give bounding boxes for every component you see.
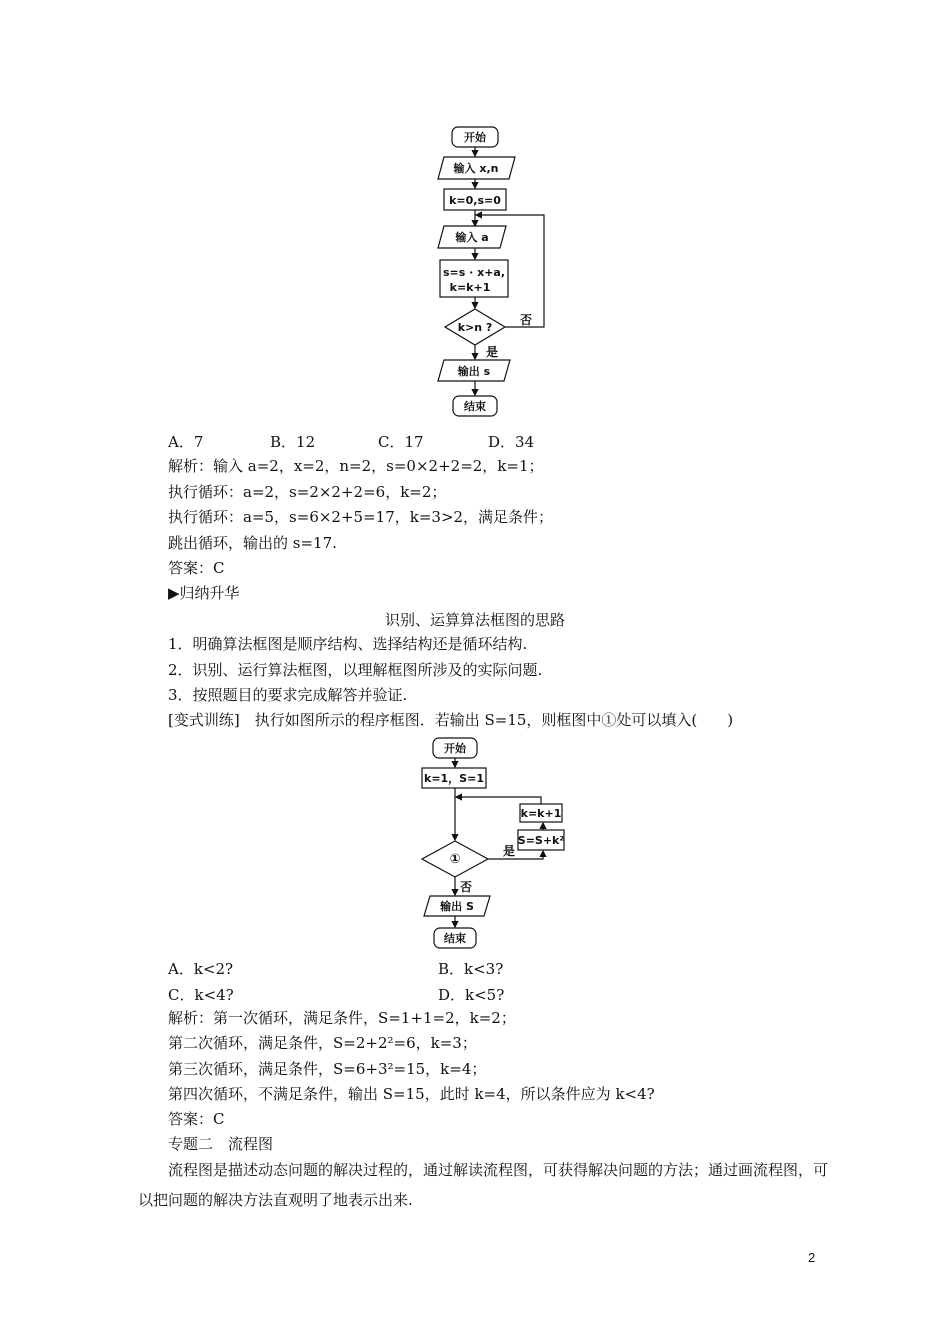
fc1-yes-label: 是 (486, 345, 499, 359)
q1-choice-c: C．17 (378, 433, 424, 451)
fc2-yes-label: 是 (503, 844, 516, 858)
page-number: 2 (808, 1250, 816, 1265)
q2-analysis-3: 第三次循环，满足条件，S=6+3²=15，k=4； (168, 1060, 487, 1078)
q1-choice-a: A．7 (168, 433, 204, 451)
fc2-init: k=1，S=1 (424, 772, 484, 785)
fc1-input-a: 输入 a (455, 231, 489, 244)
fc2-output: 输出 S (440, 900, 474, 913)
fc2-end: 结束 (444, 932, 466, 945)
q1-analysis-2: 执行循环：a=2，s=2×2+2=6，k=2； (168, 483, 447, 501)
fc1-compute-2: k=k+1 (449, 281, 491, 294)
q1-analysis-3: 执行循环：a=5，s=6×2+5=17，k=3>2，满足条件； (168, 508, 554, 526)
fc1-input-xn: 输入 x,n (453, 162, 499, 175)
flowchart-2 (410, 733, 580, 953)
summary-heading: ▶归纳升华 (168, 584, 240, 602)
fc2-start: 开始 (444, 742, 466, 755)
summary-item-3: 3．按照题目的要求完成解答并验证. (168, 686, 408, 704)
fc1-no-label: 否 (520, 313, 533, 327)
q2-choice-b: B．k<3? (438, 960, 504, 978)
summary-item-2: 2．识别、运行算法框图，以理解框图所涉及的实际问题. (168, 661, 543, 679)
q1-choice-b: B．12 (270, 433, 316, 451)
q1-analysis-1: 解析：输入 a=2，x=2，n=2，s=0×2+2=2，k=1； (168, 457, 544, 475)
topic2-paragraph: 流程图是描述动态问题的解决过程的，通过解读流程图，可获得解决问题的方法；通过画流程图，可以把问题的解决方法直观明了地表示出来. (138, 1161, 829, 1209)
summary-item-1: 1．明确算法框图是顺序结构、选择结构还是循环结构. (168, 635, 528, 653)
q2-choice-c: C．k<4? (168, 986, 234, 1004)
q2-analysis-4: 第四次循环，不满足条件，输出 S=15，此时 k=4，所以条件应为 k<4? (168, 1085, 655, 1103)
q2-choice-d: D．k<5? (438, 986, 505, 1004)
fc1-decision: k>n ? (457, 321, 493, 334)
q2-analysis-1: 解析：第一次循环，满足条件，S=1+1=2，k=2； (168, 1009, 516, 1027)
q1-analysis-4: 跳出循环，输出的 s=17. (168, 534, 337, 552)
fc1-start: 开始 (464, 131, 486, 144)
fc1-init: k=0,s=0 (449, 194, 501, 207)
q2-answer: 答案：C (168, 1110, 225, 1128)
fc1-compute-1: s=s · x+a, (442, 266, 506, 279)
fc2-step-k: k=k+1 (520, 807, 562, 820)
summary-title: 识别、运算算法框图的思路 (384, 611, 565, 629)
fc1-end: 结束 (464, 400, 486, 413)
fc2-step-s: S=S+k² (517, 834, 565, 847)
q2-choice-a: A．k<2? (168, 960, 234, 978)
q2-stem: [变式训练] 执行如图所示的程序框图．若输出 S=15，则框图中①处可以填入( ) (168, 711, 734, 729)
q1-choice-d: D．34 (488, 433, 535, 451)
q2-analysis-2: 第二次循环，满足条件，S=2+2²=6，k=3； (168, 1034, 477, 1052)
flowchart-1 (420, 120, 580, 425)
topic2-heading: 专题二 流程图 (168, 1135, 274, 1153)
q1-answer: 答案：C (168, 559, 225, 577)
fc1-output: 输出 s (457, 365, 491, 378)
fc2-decision: ① (449, 852, 461, 867)
fc2-no-label: 否 (460, 880, 473, 894)
